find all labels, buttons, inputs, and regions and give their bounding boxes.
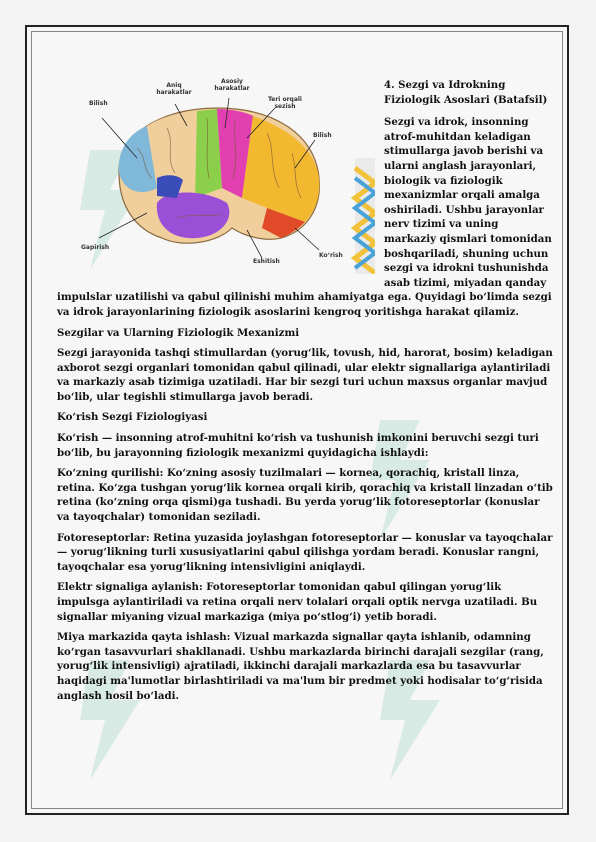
label-bilish-left: Bilish [89,100,108,107]
paragraph: Fotoreseptorlar: Retina yuzasida joylashgan fotoreseptorlar — konuslar va tayoqchalar — yorug‘likning turli xususiyatlarini qabul qilishga yordam beradi. Konuslar rangni, tayoqchalar esa yorug‘likning intensivligini aniqlaydi. [57,531,553,573]
decorative-strip [355,158,375,274]
paragraph: Ko‘zning qurilishi: Ko‘zning asosiy tuzilmalari — kornea, qorachiq, kristall linza, retina. Ko‘zga tushgan yorug‘lik kornea orqali kirib, qorachiq va kristall linzadan o‘tib retina (ko‘zning orqa qismi)ga tushadi. Bu yerda yorug‘lik fotoreseptorlar (konuslar va tayoqchalar) tomonidan seziladi. [57,467,553,524]
paragraph: Sezgi jarayonida tashqi stimullardan (yorug‘lik, tovush, hid, harorat, bosim) keladigan axborot sezgi organlari tomonidan qabul qilinadi, ular elektr signallariga aylantiriladi va markaziy asab tizimiga uzatiladi. Har bir sezgi turi uchun maxsus organlar mavjud bo‘lib, ular tegishli stimullarga javob beradi. [57,347,553,403]
section-heading-korish: Ko‘rish Sezgi Fiziologiyasi [57,411,208,424]
label-bilish-right: Bilish [313,132,332,139]
section-heading-sezgilar: Sezgilar va Ularning Fiziologik Mexanizmi [57,326,300,339]
page-title: 4. Sezgi va Idrokning Fiziologik Asoslari (Batafsil) [384,79,548,106]
label-aniq-harakatlar: Aniq harakatlar [156,82,192,96]
label-korish: Ko‘rish [319,252,343,259]
label-eshitish: Eshitish [253,258,280,265]
intro-paragraph: Sezgi va idrok, insonning atrof-muhitdan keladigan stimullarga javob berishi va ularni anglash jarayonlari, biologik va fiziologik mexanizmlar orqali amalga oshiriladi. Ushbu jarayonlar nerv tizimi va uning markaziy qismlari tomonidan boshqariladi, shuning uchun sezgi va idrokni tushunishda asab tizimi, miyadan qanday impulslar uzatilishi va qabul qilinishi muhim ahamiyatga ega. Quyidagi bo‘limda sezgi va idrok jarayonlarining fiziologik asoslarini kengroq yoritishga harakat qilamiz. [57,116,552,318]
label-gapirish: Gapirish [81,244,110,251]
paragraph: Miya markazida qayta ishlash: Vizual markazda signallar qayta ishlanib, odamning ko‘rgan tasavvurlari shakllanadi. Ushbu markazlarda birinchi darajali sezgilar (rang, yorug‘lik intensivligi) ajratiladi, ikkinchi darajali markazlarda esa bu tasavvurlar haqidagi ma'lumotlar birlashtiriladi va ma'lum bir predmet yoki hodisalar to‘g‘risida anglash hosil bo‘ladi. [57,631,544,702]
document-content [57,78,553,709]
paragraph: Elektr signaliga aylanish: Fotoreseptorlar tomonidan qabul qilingan yorug‘lik impulsga aylantiriladi va retina orqali nerv tolalari orqali optik nervga uzatiladi. Bu signallar miyaning vizual markaziga (miya po‘stlog‘i) yetib boradi. [57,581,538,623]
label-asosiy-harakatlar: Asosiy harakatlar [214,78,250,92]
brain-diagram [57,78,375,274]
paragraph: Ko‘rish — insonning atrof-muhitni ko‘rish va tushunish imkonini beruvchi sezgi turi bo‘lib, bu jarayonning fiziologik mexanizmi quyidagicha ishlaydi: [57,432,539,459]
label-teri-orqali-sezish: Teri orqali sezish [267,96,302,110]
